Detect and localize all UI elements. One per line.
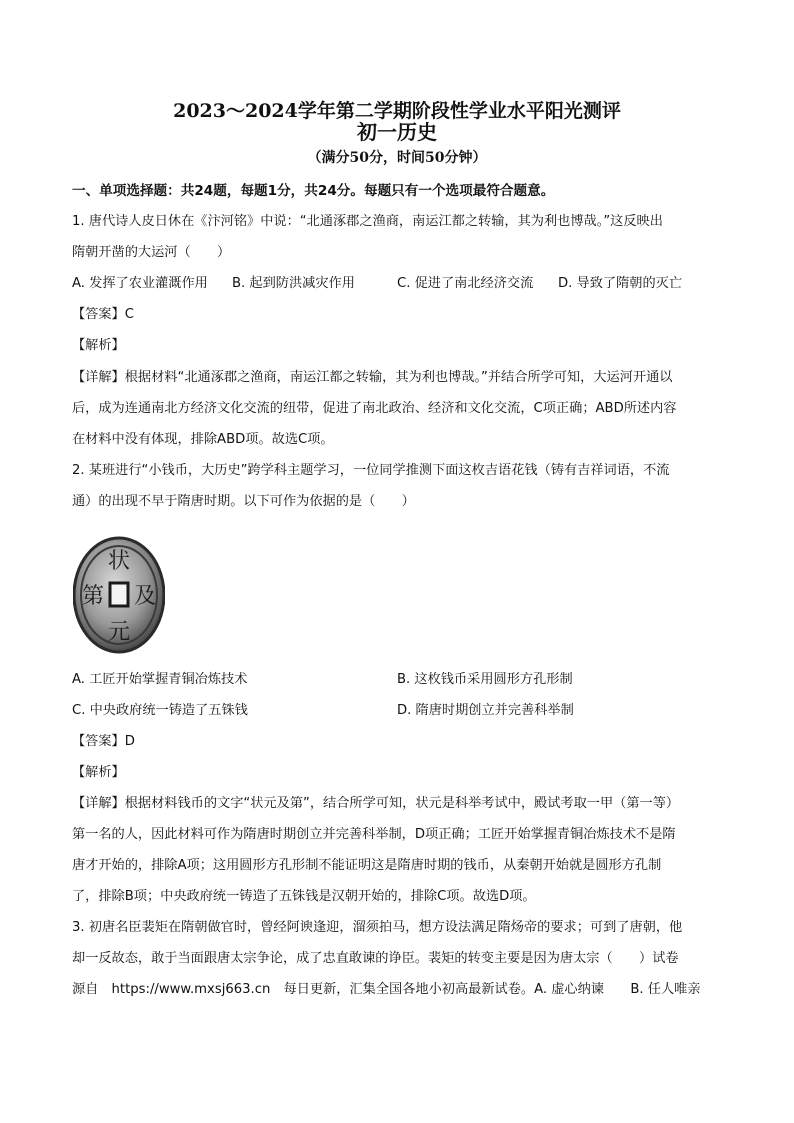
q2-stem-line: 通）的出现不早于隋唐时期。以下可作为依据的是（ ） [72,494,415,509]
q1-option-d: D. 导致了隋朝的灭亡 [558,276,683,291]
q1-option-a: A. 发挥了农业灌溉作用 [72,276,208,291]
q2-option-b: B. 这枚钱币采用圆形方孔形制 [397,672,573,687]
q2-option-d: D. 隋唐时期创立并完善科举制 [397,703,574,718]
q1-analysis-label: 【解析】 [72,338,125,353]
q3-stem-line: 却一反故态，敢于当面跟唐太宗争论，成了忠直敢谏的诤臣。裴矩的转变主要是因为唐太宗（ ）试卷 [72,951,679,966]
q2-stem-line: 2. 某班进行“小钱币，大历史”跨学科主题学习，一位同学推测下面这枚吉语花钱（铸有吉祥词语，不流 [72,463,670,478]
q2-analysis-label: 【解析】 [72,765,125,780]
q3-stem-line: 源自 https://www.mxsj663.cn 每日更新，汇集全国各地小初高最新试卷。A. 虚心纳谏 B. 任人唯亲 [72,982,701,997]
coin-char-left: 第 [81,584,105,609]
q2-detail-line: 了，排除B项；中央政府统一铸造了五铢钱是汉朝开始的，排除C项。故选D项。 [72,889,536,904]
q1-option-c: C. 促进了南北经济交流 [397,276,534,291]
coin-char-right: 及 [133,584,157,609]
score-time-note: （满分50分，时间50分钟） [307,150,487,166]
coin-image [73,536,165,654]
q1-stem-line: 隋朝开凿的大运河（ ） [72,245,231,260]
q2-option-c: C. 中央政府统一铸造了五铢钱 [72,703,248,718]
q2-option-a: A. 工匠开始掌握青铜冶炼技术 [72,672,248,687]
q1-detail-line: 后，成为连通南北方经济文化交流的纽带，促进了南北政治、经济和文化交流，C项正确；ABD所述内容 [72,401,677,416]
q3-stem-line: 3. 初唐名臣裴矩在隋朝做官时，曾经阿谀逢迎，溜须拍马，想方设法满足隋炀帝的要求；可到了唐朝，他 [72,920,683,935]
q1-stem-line: 1. 唐代诗人皮日休在《汴河铭》中说：“北通涿郡之渔商，南运江都之转输，其为利也博哉。”这反映出 [72,214,663,229]
q1-detail-line: 【详解】根据材料“北通涿郡之渔商，南运江都之转输，其为利也博哉。”并结合所学可知，大运河开通以 [72,370,673,385]
q1-detail-line: 在材料中没有体现，排除ABD项。故选C项。 [72,432,334,447]
q2-detail-line: 唐才开始的，排除A项；这用圆形方孔形制不能证明这是隋唐时期的钱币，从秦朝开始就是圆形方孔制 [72,858,662,873]
coin-char-bottom: 元 [107,620,131,645]
coin-char-top: 状 [107,549,131,574]
q2-detail-line: 第一名的人，因此材料可作为隋唐时期创立并完善科举制，D项正确；工匠开始掌握青铜冶炼技术不是隋 [72,827,676,842]
q2-detail-line: 【详解】根据材料钱币的文字“状元及第”，结合所学可知，状元是科举考试中，殿试考取一甲（第一等） [72,796,680,811]
exam-title: 2023～2024学年第二学期阶段性学业水平阳光测评 [173,100,621,122]
q1-answer: 【答案】C [72,307,134,322]
subject-title: 初一历史 [357,120,437,144]
q2-answer: 【答案】D [72,734,135,749]
q1-option-b: B. 起到防洪减灾作用 [232,276,355,291]
section-heading: 一、单项选择题：共24题，每题1分，共24分。每题只有一个选项最符合题意。 [72,183,555,199]
